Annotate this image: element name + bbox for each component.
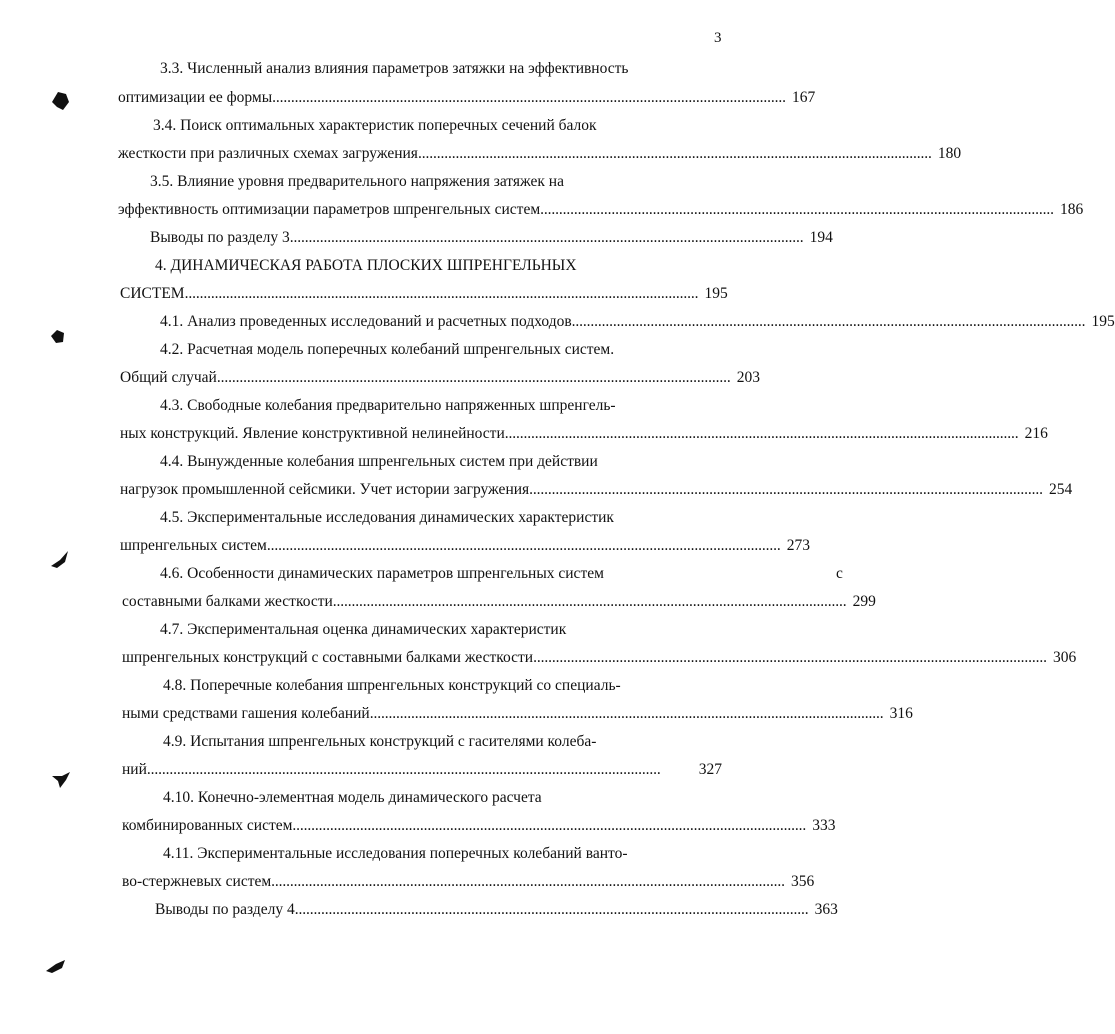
toc-entry-4-3-line2: ных конструкций. Явление конструктивной нелинейности . . . 216: [120, 423, 722, 445]
ink-blot-mark: [48, 327, 68, 347]
toc-page-number: 273: [786, 537, 810, 554]
toc-entry-4-9-line2: ний . . . 327: [122, 759, 722, 781]
ink-blot-mark: [48, 88, 72, 114]
toc-entry-4-11-line1: 4.11. Экспериментальные исследования поперечных колебаний ванто-: [163, 845, 628, 862]
toc-entry-4-9-line1: 4.9. Испытания шпренгельных конструкций с гасителями колеба-: [163, 733, 597, 750]
toc-page-number: 306: [1052, 649, 1077, 666]
toc-entry-conclusions-3: Выводы по разделу 3 . . . 194: [150, 227, 722, 249]
toc-entry-3-3-line1: 3.3. Численный анализ влияния параметров затяжки на эффективность: [160, 60, 629, 77]
toc-entry-4-7-line2: шпренгельных конструкций с составными балками жесткости . . . 306: [122, 647, 722, 669]
toc-entry-4-6-line2: составными балками жесткости . . . 299: [122, 591, 722, 613]
toc-entry-4-10-line2: комбинированных систем . . . 333: [122, 815, 722, 837]
toc-page-number: 327: [698, 761, 722, 778]
toc-page-number: 356: [791, 873, 815, 890]
toc-page-number: 194: [809, 229, 833, 246]
toc-entry-4-6-line1: 4.6. Особенности динамических параметров шпренгельных систем с: [160, 565, 843, 582]
toc-entry-4-10-line1: 4.10. Конечно-элементная модель динамического расчета: [163, 789, 542, 806]
toc-entry-4-4-line2: нагрузок промышленной сейсмики. Учет истории загружения . . . 254: [120, 479, 722, 501]
ink-blot-mark: [48, 548, 72, 572]
toc-entry-4-line2: СИСТЕМ . . . 195: [120, 283, 722, 305]
toc-entry-4-1: 4.1. Анализ проведенных исследований и расчетных подходов . . . 195: [160, 311, 722, 333]
toc-page-number: 333: [812, 817, 836, 834]
toc-entry-4-3-line1: 4.3. Свободные колебания предварительно напряженных шпренгель-: [160, 397, 616, 414]
toc-entry-4-11-line2: во-стержневых систем . . . 356: [122, 871, 722, 893]
toc-page-number: 254: [1049, 481, 1073, 498]
toc-entry-4-4-line1: 4.4. Вынужденные колебания шпренгельных систем при действии: [160, 453, 598, 470]
toc-entry-3-5-line2: эффективность оптимизации параметров шпренгельных систем . . . 186: [118, 199, 722, 221]
ink-blot-mark: [44, 956, 68, 978]
toc-entry-4-8-line1: 4.8. Поперечные колебания шпренгельных конструкций со специаль-: [163, 677, 621, 694]
toc-page-number: 203: [736, 369, 760, 386]
toc-entry-4-2-line2: Общий случай . . . 203: [120, 367, 722, 389]
toc-page-number: 216: [1024, 425, 1048, 442]
toc-page-number: 363: [814, 901, 838, 918]
toc-page-number: 316: [889, 705, 913, 722]
toc-entry-4-5-line2: шпренгельных систем . . . 273: [120, 535, 722, 557]
toc-entry-3-3-line2: оптимизации ее формы . . . 167: [118, 87, 722, 109]
toc-entry-3-4-line2: жесткости при различных схемах загружения . . . 180: [118, 143, 722, 165]
toc-page-number: 167: [792, 89, 816, 106]
toc-entry-4-2-line1: 4.2. Расчетная модель поперечных колебаний шпренгельных систем.: [160, 341, 615, 358]
toc-page-number: 180: [937, 145, 962, 162]
toc-entry-3-5-line1: 3.5. Влияние уровня предварительного напряжения затяжек на: [150, 173, 564, 190]
ink-blot-mark: [50, 768, 74, 792]
page-number: 3: [714, 30, 722, 46]
toc-entry-4-8-line2: ными средствами гашения колебаний . . . 316: [122, 703, 722, 725]
toc-page-number: 195: [704, 285, 728, 302]
toc-entry-3-4-line1: 3.4. Поиск оптимальных характеристик поперечных сечений балок: [153, 117, 597, 134]
toc-entry-conclusions-4: Выводы по разделу 4 . . . 363: [155, 899, 722, 921]
toc-entry-4-5-line1: 4.5. Экспериментальные исследования динамических характеристик: [160, 509, 614, 526]
toc-entry-4-7-line1: 4.7. Экспериментальная оценка динамических характеристик: [160, 621, 567, 638]
toc-page-number: 299: [852, 593, 876, 610]
toc-page-number: 186: [1060, 201, 1084, 218]
toc-page-number: 195: [1091, 313, 1115, 330]
toc-entry-4-line1: 4. ДИНАМИЧЕСКАЯ РАБОТА ПЛОСКИХ ШПРЕНГЕЛЬНЫХ: [155, 257, 577, 274]
